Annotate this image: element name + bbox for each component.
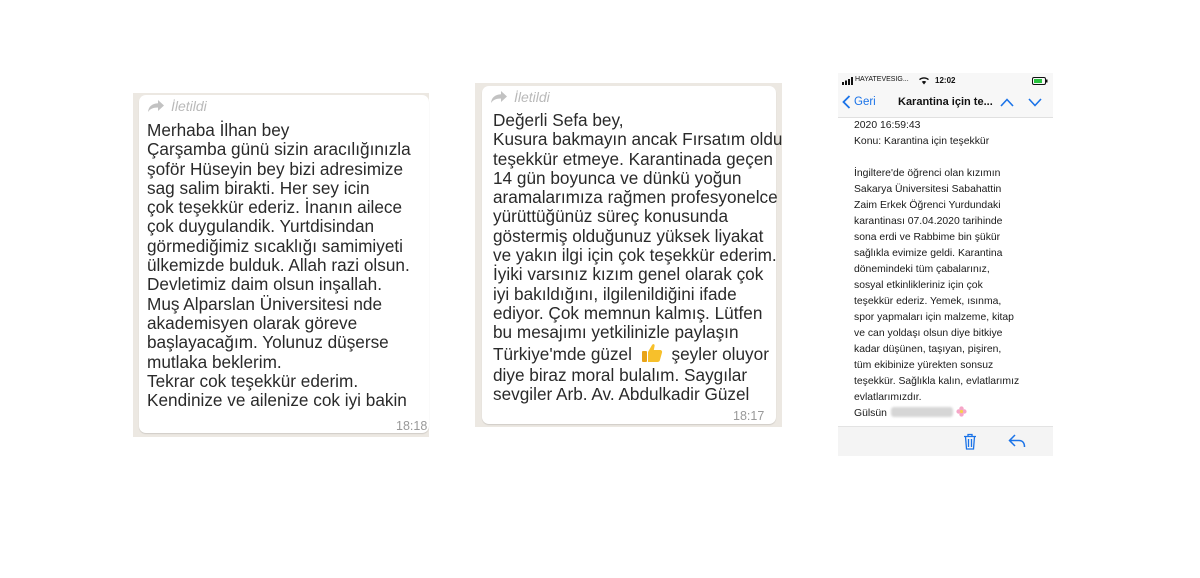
mail-screenshot: [838, 73, 1053, 456]
mail-date: 2020 16:59:43: [854, 120, 921, 131]
forwarded-label: İletildi: [514, 89, 550, 105]
message-time: 18:18: [396, 419, 428, 433]
chevron-up-icon[interactable]: [1000, 98, 1014, 107]
forward-arrow-icon: [490, 90, 508, 104]
forwarded-message-1: [133, 93, 429, 437]
message-line: Kendinize ve ailenize cok iyi bakin: [147, 390, 407, 411]
carrier-name: HAYATEVESIG...: [855, 76, 909, 83]
forwarded-indicator: [147, 98, 207, 114]
message-text: [493, 111, 782, 404]
message-line: spor yapmaları için malzeme, kitap: [854, 312, 1014, 323]
mail-body: [854, 118, 1049, 422]
message-line: 14 gün boyunca ve dünkü yoğun: [493, 167, 742, 188]
forwarded-indicator: [490, 89, 550, 105]
message-line: aramalarımıza rağmen profesyonelce: [493, 187, 778, 208]
message-line: çok duygulandik. Yurtdisindan: [147, 216, 375, 237]
message-line: sosyal etkinlikleriniz için çok: [854, 280, 983, 291]
wifi-icon: [918, 76, 930, 85]
message-line: kadar düşünen, taşıyan, pişiren,: [854, 344, 1002, 355]
message-line: diye biraz moral bulalım. Saygılar: [493, 364, 748, 385]
message-line: teşekkür ederiz. Yemek, ısınma,: [854, 296, 1002, 307]
message-line: Merhaba İlhan bey: [147, 120, 290, 140]
message-line: Tekrar cok teşekkür ederim.: [147, 370, 359, 391]
message-line: evlatlarımızdır.: [854, 392, 922, 403]
forwarded-message-2: [475, 83, 782, 427]
mail-toolbar: [838, 426, 1053, 456]
signal-icon: [842, 77, 854, 85]
message-line: Muş Alparslan Üniversitesi nde: [147, 293, 383, 314]
message-line: yürüttüğünüz süreç konusunda: [493, 206, 729, 227]
message-line: şeyler oluyor: [671, 343, 769, 364]
message-line: Zaim Erkek Öğrenci Yurdundaki: [854, 200, 1001, 211]
message-line: görmediğimiz sıcaklığı samimiyeti: [147, 235, 403, 256]
signature-name: Gülsün: [854, 408, 887, 419]
message-line: Kusura bakmayın ancak Fırsatım oldu: [493, 129, 783, 150]
mail-title: Karantina için te...: [898, 96, 993, 108]
message-line: Devletimiz daim olsun inşallah.: [147, 274, 382, 295]
message-line: sağlıkla evimize geldi. Karantina: [854, 248, 1003, 259]
status-bar: [838, 73, 1053, 89]
clock: 12:02: [935, 75, 956, 85]
message-line: ve can yoldaşı olsun diye bitkiye: [854, 328, 1003, 339]
message-line: ve yakın ilgi için çok teşekkür ederim.: [493, 245, 777, 266]
message-line: ülkemizde bulduk. Allah razi olsun.: [147, 255, 410, 276]
mail-subject: Konu: Karantina için teşekkür: [854, 136, 990, 147]
message-line: teşekkür etmeye. Karantinada geçen: [493, 148, 773, 169]
message-line: Türkiye'mde güzel: [493, 343, 632, 364]
message-text: [147, 121, 411, 410]
back-button[interactable]: [842, 95, 876, 109]
chevron-left-icon: [842, 95, 851, 109]
message-line: İyiki varsınız kızım genel olarak çok: [493, 264, 764, 285]
thumbs-up-icon: [641, 343, 663, 363]
message-line: Çarşamba günü sizin aracılığınızla: [147, 139, 411, 160]
message-bubble-1: [139, 95, 429, 433]
message-line: sona erdi ve Rabbime bin şükür: [854, 232, 1001, 243]
message-line: iyi bakıldığını, ilgilenildiğini ifade: [493, 283, 737, 304]
mail-nav-bar: [838, 89, 1053, 118]
message-time: 18:17: [733, 409, 765, 423]
battery-icon: [1032, 77, 1048, 85]
message-line: ediyor. Çok memnun kalmış. Lütfen: [493, 302, 763, 323]
message-line: mutlaka beklerim.: [147, 351, 282, 372]
message-line: akademisyen olarak göreve: [147, 312, 358, 333]
back-label: Geri: [854, 96, 876, 108]
message-line: karantinası 07.04.2020 tarihinde: [854, 216, 1003, 227]
message-line: sag salim birakti. Her sey icin: [147, 177, 370, 198]
trash-icon[interactable]: [962, 433, 978, 450]
message-line: göstermiş olduğunuz yüksek liyakat: [493, 225, 764, 246]
forwarded-label: İletildi: [171, 98, 207, 114]
message-line: başlayacağım. Yolunuz düşerse: [147, 332, 389, 353]
mail-signature: [854, 406, 1049, 422]
message-line: Sakarya Üniversitesi Sabahattin: [854, 184, 1002, 195]
message-line: çok teşekkür ederiz. İnanın ailece: [147, 197, 403, 218]
message-bubble-2: [482, 86, 783, 424]
message-line: İngiltere'de öğrenci olan kızımın: [854, 168, 1001, 179]
message-line: teşekkür. Sağlıkla kalın, evlatlarımız: [854, 376, 1020, 387]
reply-icon[interactable]: [1008, 434, 1026, 448]
message-line: dönemindeki tüm çabalarınız,: [854, 264, 990, 275]
message-line: Değerli Sefa bey,: [493, 110, 624, 130]
message-line: tüm ekibinize yürekten sonsuz: [854, 360, 994, 371]
forward-arrow-icon: [147, 99, 165, 113]
chevron-down-icon[interactable]: [1028, 98, 1042, 107]
redacted-surname: [891, 407, 953, 417]
message-line: sevgiler Arb. Av. Abdulkadir Güzel: [493, 383, 750, 404]
flower-emoji-icon: [956, 406, 967, 417]
message-line: şoför Hüseyin bey bizi adresimize: [147, 158, 404, 179]
message-line: bu mesajımı yetkilinizle paylaşın: [493, 322, 739, 343]
